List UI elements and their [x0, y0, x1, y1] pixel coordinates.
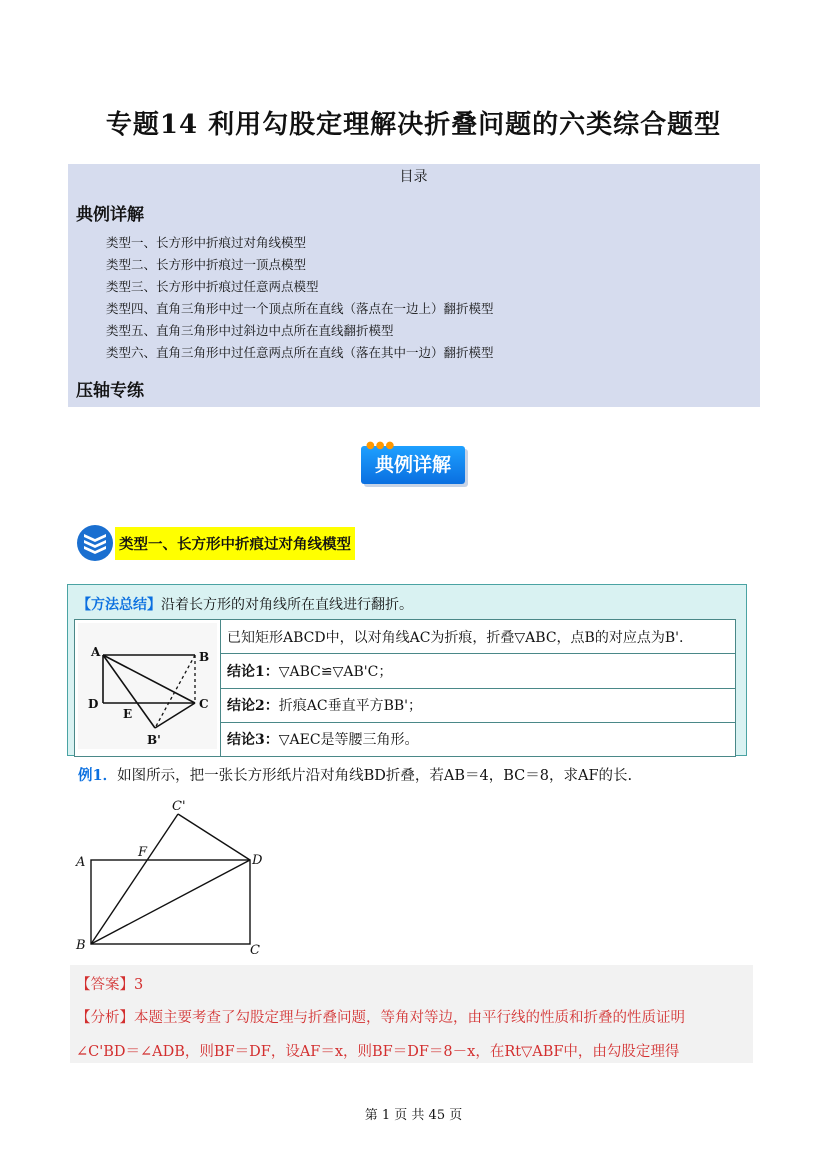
example-label: 例1．: [78, 767, 118, 784]
conclusion-label: 结论1：: [227, 663, 279, 680]
rectangle-fold-figure: [75, 620, 220, 752]
toc-item[interactable]: 类型六、直角三角形中过任意两点所在直线（落在其中一边）翻折模型: [106, 345, 494, 360]
conclusion-value: ▽ABC≌▽AB'C；: [278, 663, 393, 680]
toc-item[interactable]: 类型三、长方形中折痕过任意两点模型: [106, 279, 319, 294]
badge-dots-icon: ●●●: [366, 440, 396, 451]
fig-label: D: [252, 853, 263, 868]
fig-label: A: [76, 855, 86, 870]
fig-label: C: [199, 697, 209, 711]
method-row-conclusion-3: [221, 722, 736, 756]
method-summary-title: [77, 594, 413, 614]
method-table: [74, 619, 736, 757]
toc-item[interactable]: 类型五、直角三角形中过斜边中点所在直线翻折模型: [106, 323, 394, 338]
method-row-conclusion-2: [221, 688, 736, 722]
toc-item[interactable]: 类型四、直角三角形中过一个顶点所在直线（落点在一边上）翻折模型: [106, 301, 494, 316]
toc-section-examples[interactable]: 典例详解: [76, 205, 144, 225]
method-row-given: 已知矩形ABCD中，以对角线AC为折痕，折叠▽ABC，点B的对应点为B'.: [221, 620, 736, 654]
method-row-conclusion-1: [221, 654, 736, 688]
book-stack-icon: [76, 524, 114, 562]
fig-label: E: [123, 707, 133, 721]
toc-item[interactable]: 类型二、长方形中折痕过一顶点模型: [106, 257, 307, 272]
page-number: 第 1 页 共 45 页: [364, 1108, 463, 1123]
conclusion-value: ▽AEC是等腰三角形。: [278, 732, 419, 749]
toc-heading: 目录: [399, 169, 428, 185]
answer-line: 【答案】3: [76, 977, 144, 993]
conclusion-value: 折痕AC垂直平方BB'；: [278, 698, 422, 715]
fig-label: B: [199, 650, 210, 664]
type-heading: 类型一、长方形中折痕过对角线模型: [115, 527, 355, 560]
example-1: [78, 764, 632, 785]
fig-label: F: [138, 845, 148, 860]
toc-item[interactable]: 类型一、长方形中折痕过对角线模型: [106, 235, 307, 250]
section-badge: 典例详解: [361, 446, 465, 484]
fig-label: B': [147, 733, 161, 747]
fig-label: C': [172, 799, 186, 814]
example-figure: [68, 796, 278, 960]
example-text: 如图所示，把一张长方形纸片沿对角线BD折叠，若AB＝4，BC＝8，求AF的长.: [117, 768, 633, 784]
fig-label: A: [91, 645, 101, 659]
method-tag: 【方法总结】: [77, 597, 161, 613]
toc-section-practice[interactable]: 压轴专练: [76, 381, 144, 401]
page-title: 专题14 利用勾股定理解决折叠问题的六类综合题型: [105, 110, 722, 140]
analysis-line: ∠C'BD＝∠ADB，则BF＝DF，设AF＝x，则BF＝DF＝8－x，在Rt▽ABF中，由勾股定理得: [76, 1044, 680, 1060]
conclusion-label: 结论2：: [227, 698, 279, 715]
fig-label: D: [88, 697, 99, 711]
method-text: 沿着长方形的对角线所在直线进行翻折。: [161, 597, 413, 613]
conclusion-label: 结论3：: [227, 732, 279, 749]
analysis-line: 【分析】本题主要考查了勾股定理与折叠问题，等角对等边，由平行线的性质和折叠的性质证明: [76, 1010, 685, 1026]
fig-label: C: [250, 943, 260, 958]
method-figure-cell: [75, 620, 221, 757]
fig-label: B: [76, 938, 86, 953]
